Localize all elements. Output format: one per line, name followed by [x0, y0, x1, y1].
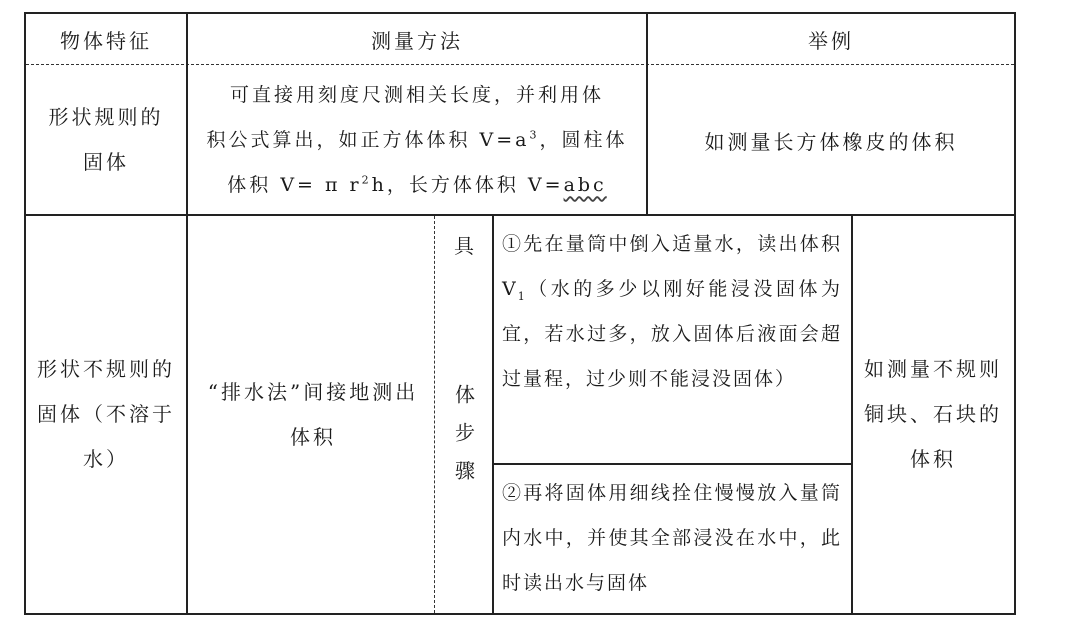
row1-method-line2-sup: 3	[529, 128, 540, 142]
step2-text: ②再将固体用细线拴住慢慢放入量筒内水中，并使其全部浸没在水中，此时读出水与固体	[502, 482, 842, 594]
row1-method-line3	[206, 163, 627, 208]
header-method: 测量方法	[371, 28, 463, 53]
header-example: 举例	[808, 28, 854, 53]
row1-method-line2-pre: 积公式算出，如正方体体积 V=a	[206, 128, 530, 151]
row1-method-text	[206, 73, 627, 208]
row2-feature	[36, 216, 176, 613]
row2-example	[860, 216, 1006, 613]
step1-text	[502, 222, 842, 402]
row1-method	[190, 66, 644, 214]
row1-feature-text: 形状规则的固体	[48, 105, 164, 174]
table-right-border	[1014, 12, 1016, 615]
steps-label-bottom	[436, 366, 492, 516]
steps-dashed-divider	[434, 216, 435, 613]
col-divider-1	[186, 12, 188, 615]
row1-method-line3-mid: h，长方体体积 V=	[371, 173, 564, 196]
row1-method-line3-sup: 2	[361, 173, 372, 187]
table-left-border	[24, 12, 26, 615]
row1-method-line3-pre: 体积 V= π r	[227, 173, 362, 196]
row1-method-line2	[206, 118, 627, 163]
row2-example-text: 如测量不规则铜块、石块的体积	[864, 357, 1002, 471]
steps-col-divider	[492, 216, 494, 613]
row1-method-line3-wavy: abc	[563, 173, 607, 196]
table-bottom-border	[24, 613, 1016, 615]
row1-method-line2-post: ，圆柱体	[539, 128, 628, 151]
row1-feature	[40, 66, 172, 214]
steps-label-top: 具	[454, 233, 474, 258]
step1-pre: ①先在量筒中倒入适量水，读出体积 V	[502, 233, 842, 300]
row1-method-line1: 可直接用刻度尺测相关长度，并利用体	[229, 83, 604, 106]
row2-method	[200, 216, 426, 613]
step1-sub: 1	[517, 289, 527, 303]
header-divider	[26, 64, 1014, 65]
step2-cell	[502, 465, 842, 613]
header-feature: 物体特征	[60, 28, 152, 53]
step1-post: （水的多少以刚好能浸没固体为宜，若水过多，放入固体后液面会超过量程，过少则不能浸没固体）	[502, 278, 842, 390]
row2-feature-text: 形状不规则的固体（不溶于水）	[37, 357, 175, 471]
row2-method-text: “排水法”间接地测出体积	[207, 379, 419, 449]
step1-cell	[502, 216, 842, 463]
row1-example: 如测量长方体橡皮的体积	[704, 129, 958, 154]
example-col-divider	[851, 216, 853, 613]
steps-label-bottom-text: 体步骤	[451, 384, 476, 498]
